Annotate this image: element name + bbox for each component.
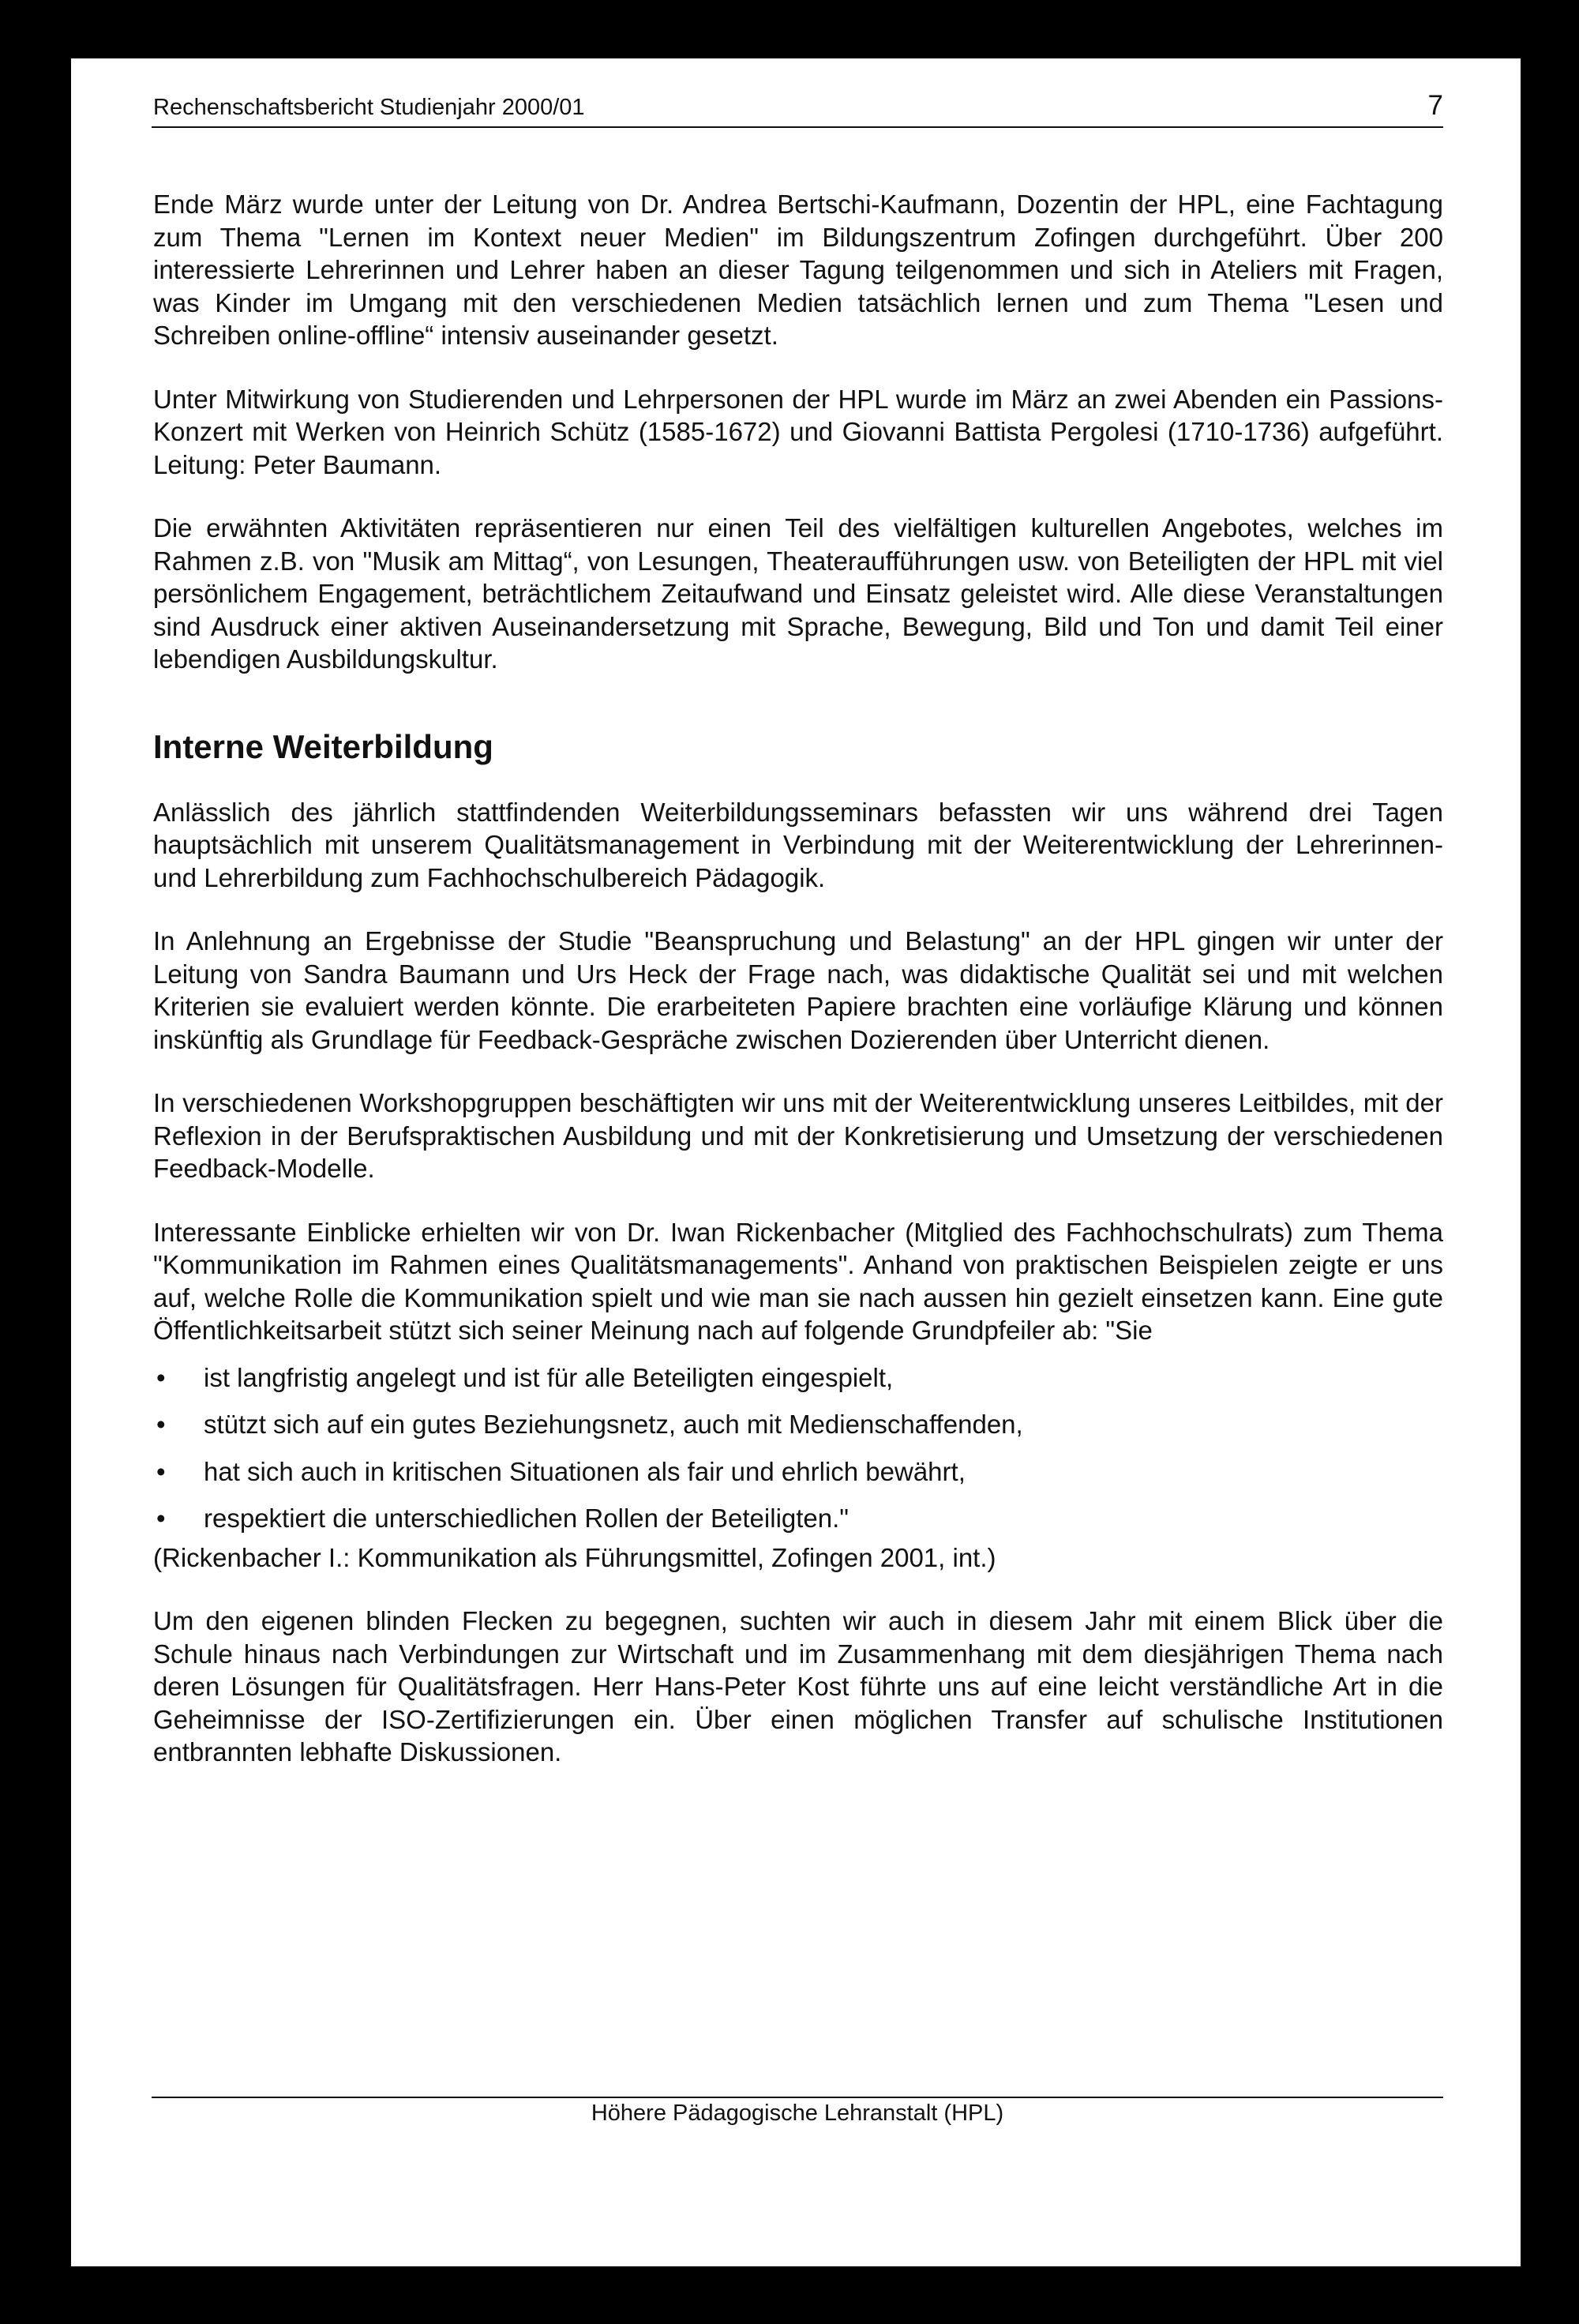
paragraph: Die erwähnten Aktivitäten repräsentieren nur einen Teil des vielfältigen kulturellen Angebotes, welches im Rahmen z.B. von "Musik am Mittag“, von Lesungen, Theateraufführungen usw. von Beteiligten der HPL mit viel persönlichem Engagement, beträchtlichem Zeitaufwand und Einsatz geleistet wird. Alle diese Veranstaltungen sind Ausdruck einer aktiven Auseinandersetzung mit Sprache, Bewegung, Bild und Ton und damit Teil einer lebendigen Ausbildungskultur. [153, 513, 1443, 674]
list-item [153, 1502, 1443, 1535]
bullet-icon: • [156, 1362, 166, 1392]
page-number: 7 [1427, 90, 1443, 121]
paragraph: In Anlehnung an Ergebnisse der Studie "Beanspruchung und Belastung" an der HPL gingen wir unter der Leitung von Sandra Baumann und Urs Heck der Frage nach, was didaktische Qualität sei und mit welchen Kriterien sie evaluiert werden könnte. Die erarbeiteten Papiere brachten eine vorläufige Klärung und können inskünftig als Grundlage für Feedback-Gespräche zwischen Dozierenden über Unterricht dienen. [153, 926, 1443, 1054]
paragraph: Anlässlich des jährlich stattfindenden Weiterbildungsseminars befassten wir uns während drei Tagen hauptsächlich mit unserem Qualitätsmanagement in Verbindung mit der Weiterentwicklung der Lehrerinnen- und Lehrerbildung zum Fachhochschulbereich Pädagogik. [153, 797, 1443, 892]
citation: (Rickenbacher I.: Kommunikation als Führungsmittel, Zofingen 2001, int.) [153, 1542, 996, 1572]
section-heading: Interne Weiterbildung [153, 727, 493, 765]
paragraph: Unter Mitwirkung von Studierenden und Lehrpersonen der HPL wurde im März an zwei Abenden ein Passions-Konzert mit Werken von Heinrich Schütz (1585-1672) und Giovanni Battista Pergolesi (1710-1736) aufgeführt. Leitung: Peter Baumann. [153, 384, 1443, 479]
list-item [153, 1455, 1443, 1489]
list-item [153, 1408, 1443, 1441]
list-item-text: stützt sich auf ein gutes Beziehungsnetz, auch mit Medienschaffenden, [204, 1410, 1023, 1439]
paragraph: Ende März wurde unter der Leitung von Dr. Andrea Bertschi-Kaufmann, Dozentin der HPL, eine Fachtagung zum Thema "Lernen im Kontext neuer Medien" im Bildungszentrum Zofingen durchgeführt. Über 200 interessierte Lehrerinnen und Lehrer haben an dieser Tagung teilgenommen und sich in Ateliers mit Fragen, was Kinder im Umgang mit den verschiedenen Medien tatsächlich lernen und zum Thema "Lesen und Schreiben online-offline“ intensiv auseinander gesetzt. [153, 190, 1443, 350]
document-page [71, 58, 1521, 2266]
list-item [153, 1361, 1443, 1395]
list-item-text: respektiert die unterschiedlichen Rollen der Beteiligten." [204, 1504, 850, 1533]
paragraph: In verschiedenen Workshopgruppen beschäftigten wir uns mit der Weiterentwicklung unseres Leitbildes, mit der Reflexion in der Berufspraktischen Ausbildung und mit der Konkretisierung und Umsetzung der verschiedenen Feedback-Modelle. [153, 1088, 1443, 1183]
header-title: Rechenschaftsbericht Studienjahr 2000/01 [153, 95, 585, 120]
paragraph: Um den eigenen blinden Flecken zu begegnen, suchten wir auch in diesem Jahr mit einem Blick über die Schule hinaus nach Verbindungen zur Wirtschaft und im Zusammenhang mit dem diesjährigen Thema nach deren Lösungen für Qualitätsfragen. Herr Hans-Peter Kost führte uns auf eine leicht verständliche Art in die Geheimnisse der ISO-Zertifizierungen ein. Über einen möglichen Transfer auf schulische Institutionen entbrannten lebhafte Diskussionen. [153, 1606, 1443, 1766]
bullet-icon: • [156, 1456, 166, 1486]
bullet-icon: • [156, 1410, 166, 1439]
list-item-text: ist langfristig angelegt und ist für alle Beteiligten eingespielt, [204, 1362, 894, 1392]
page-header [152, 90, 1443, 128]
list-item-text: hat sich auch in kritischen Situationen als fair und ehrlich bewährt, [204, 1456, 966, 1486]
page-footer: Höhere Pädagogische Lehranstalt (HPL) [591, 2101, 1004, 2126]
page-content [153, 188, 1443, 1800]
paragraph: Interessante Einblicke erhielten wir von Dr. Iwan Rickenbacher (Mitglied des Fachhochschulrats) zum Thema "Kommunikation im Rahmen eines Qualitätsmanagements". Anhand von praktischen Beispielen zeigte er uns auf, welche Rolle die Kommunikation spielt und wie man sie nach aussen hin gezielt einsetzen kann. Eine gute Öffentlichkeitsarbeit stützt sich seiner Meinung nach auf folgende Grundpfeiler ab: "Sie [153, 1217, 1443, 1345]
bullet-icon: • [156, 1504, 166, 1533]
bullet-list [153, 1361, 1443, 1535]
